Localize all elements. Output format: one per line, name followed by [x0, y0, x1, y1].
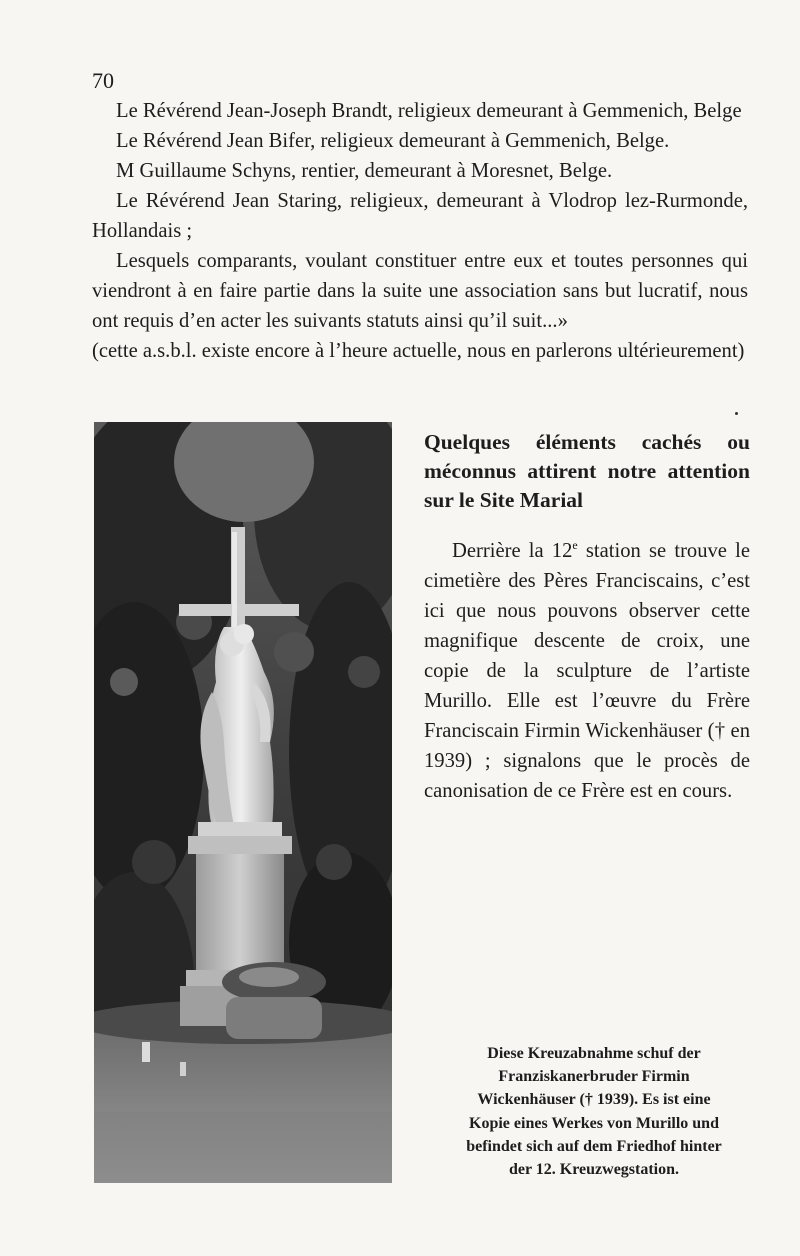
paragraph-asbl-note: (cette a.s.b.l. existe encore à l’heure actuelle, nous en parlerons ultérieurement)	[92, 340, 745, 362]
paragraph-schyns: M Guillaume Schyns, rentier, demeurant à Moresnet, Belge.	[116, 160, 613, 182]
paragraph-comparants: Lesquels comparants, voulant constituer entre eux et toutes personnes qui viendront à en faire partie dans la suite une association sans but lucratif, nous ont requis d’en acter les suivants statuts ainsi qu’il suit...»	[92, 250, 748, 332]
section-text-start: Derrière la 12	[452, 540, 573, 562]
section-heading: Quelques éléments cachés ou méconnus attirent notre attention sur le Site Marial	[424, 430, 750, 512]
caption-line: Franziskanerbruder Firmin	[498, 1068, 690, 1086]
ordinal-superscript: e	[572, 538, 578, 553]
caption-line: der 12. Kreuzwegstation.	[508, 1161, 680, 1179]
stray-dot	[735, 412, 738, 415]
section-paragraph	[424, 536, 750, 806]
caption-line: befindet sich auf dem Friedhof hinter	[466, 1137, 722, 1155]
photo-caption	[416, 1042, 772, 1181]
paragraph-brandt: Le Révérend Jean-Joseph Brandt, religieux demeurant à Gemmenich, Belge	[116, 100, 742, 122]
caption-line: Wickenhäuser († 1939). Es ist eine	[477, 1091, 711, 1109]
paragraph-bifer: Le Révérend Jean Bifer, religieux demeurant à Gemmenich, Belge.	[116, 130, 670, 152]
body-text-top	[92, 96, 748, 366]
caption-line: Kopie eines Werkes von Murillo und	[469, 1114, 719, 1132]
paragraph-staring: Le Révérend Jean Staring, religieux, demeurant à Vlodrop lez-Rurmonde, Hollandais ;	[92, 190, 748, 242]
crucifix-photo	[94, 422, 392, 1183]
caption-line: Diese Kreuzabnahme schuf der	[487, 1045, 701, 1062]
page-number: 70	[92, 68, 114, 93]
section-text-rest: station se trouve le cimetière des Pères Franciscains, c’est ici que nous pouvons observer cette magnifique descente de croix, une copie de la sculpture de l’artiste Murillo. Elle est l’œuvre du Frère Franciscain Firmin Wickenhäuser († en 1939) ; signalons que le procès de canonisation de ce Frère est en cours.	[424, 540, 750, 802]
